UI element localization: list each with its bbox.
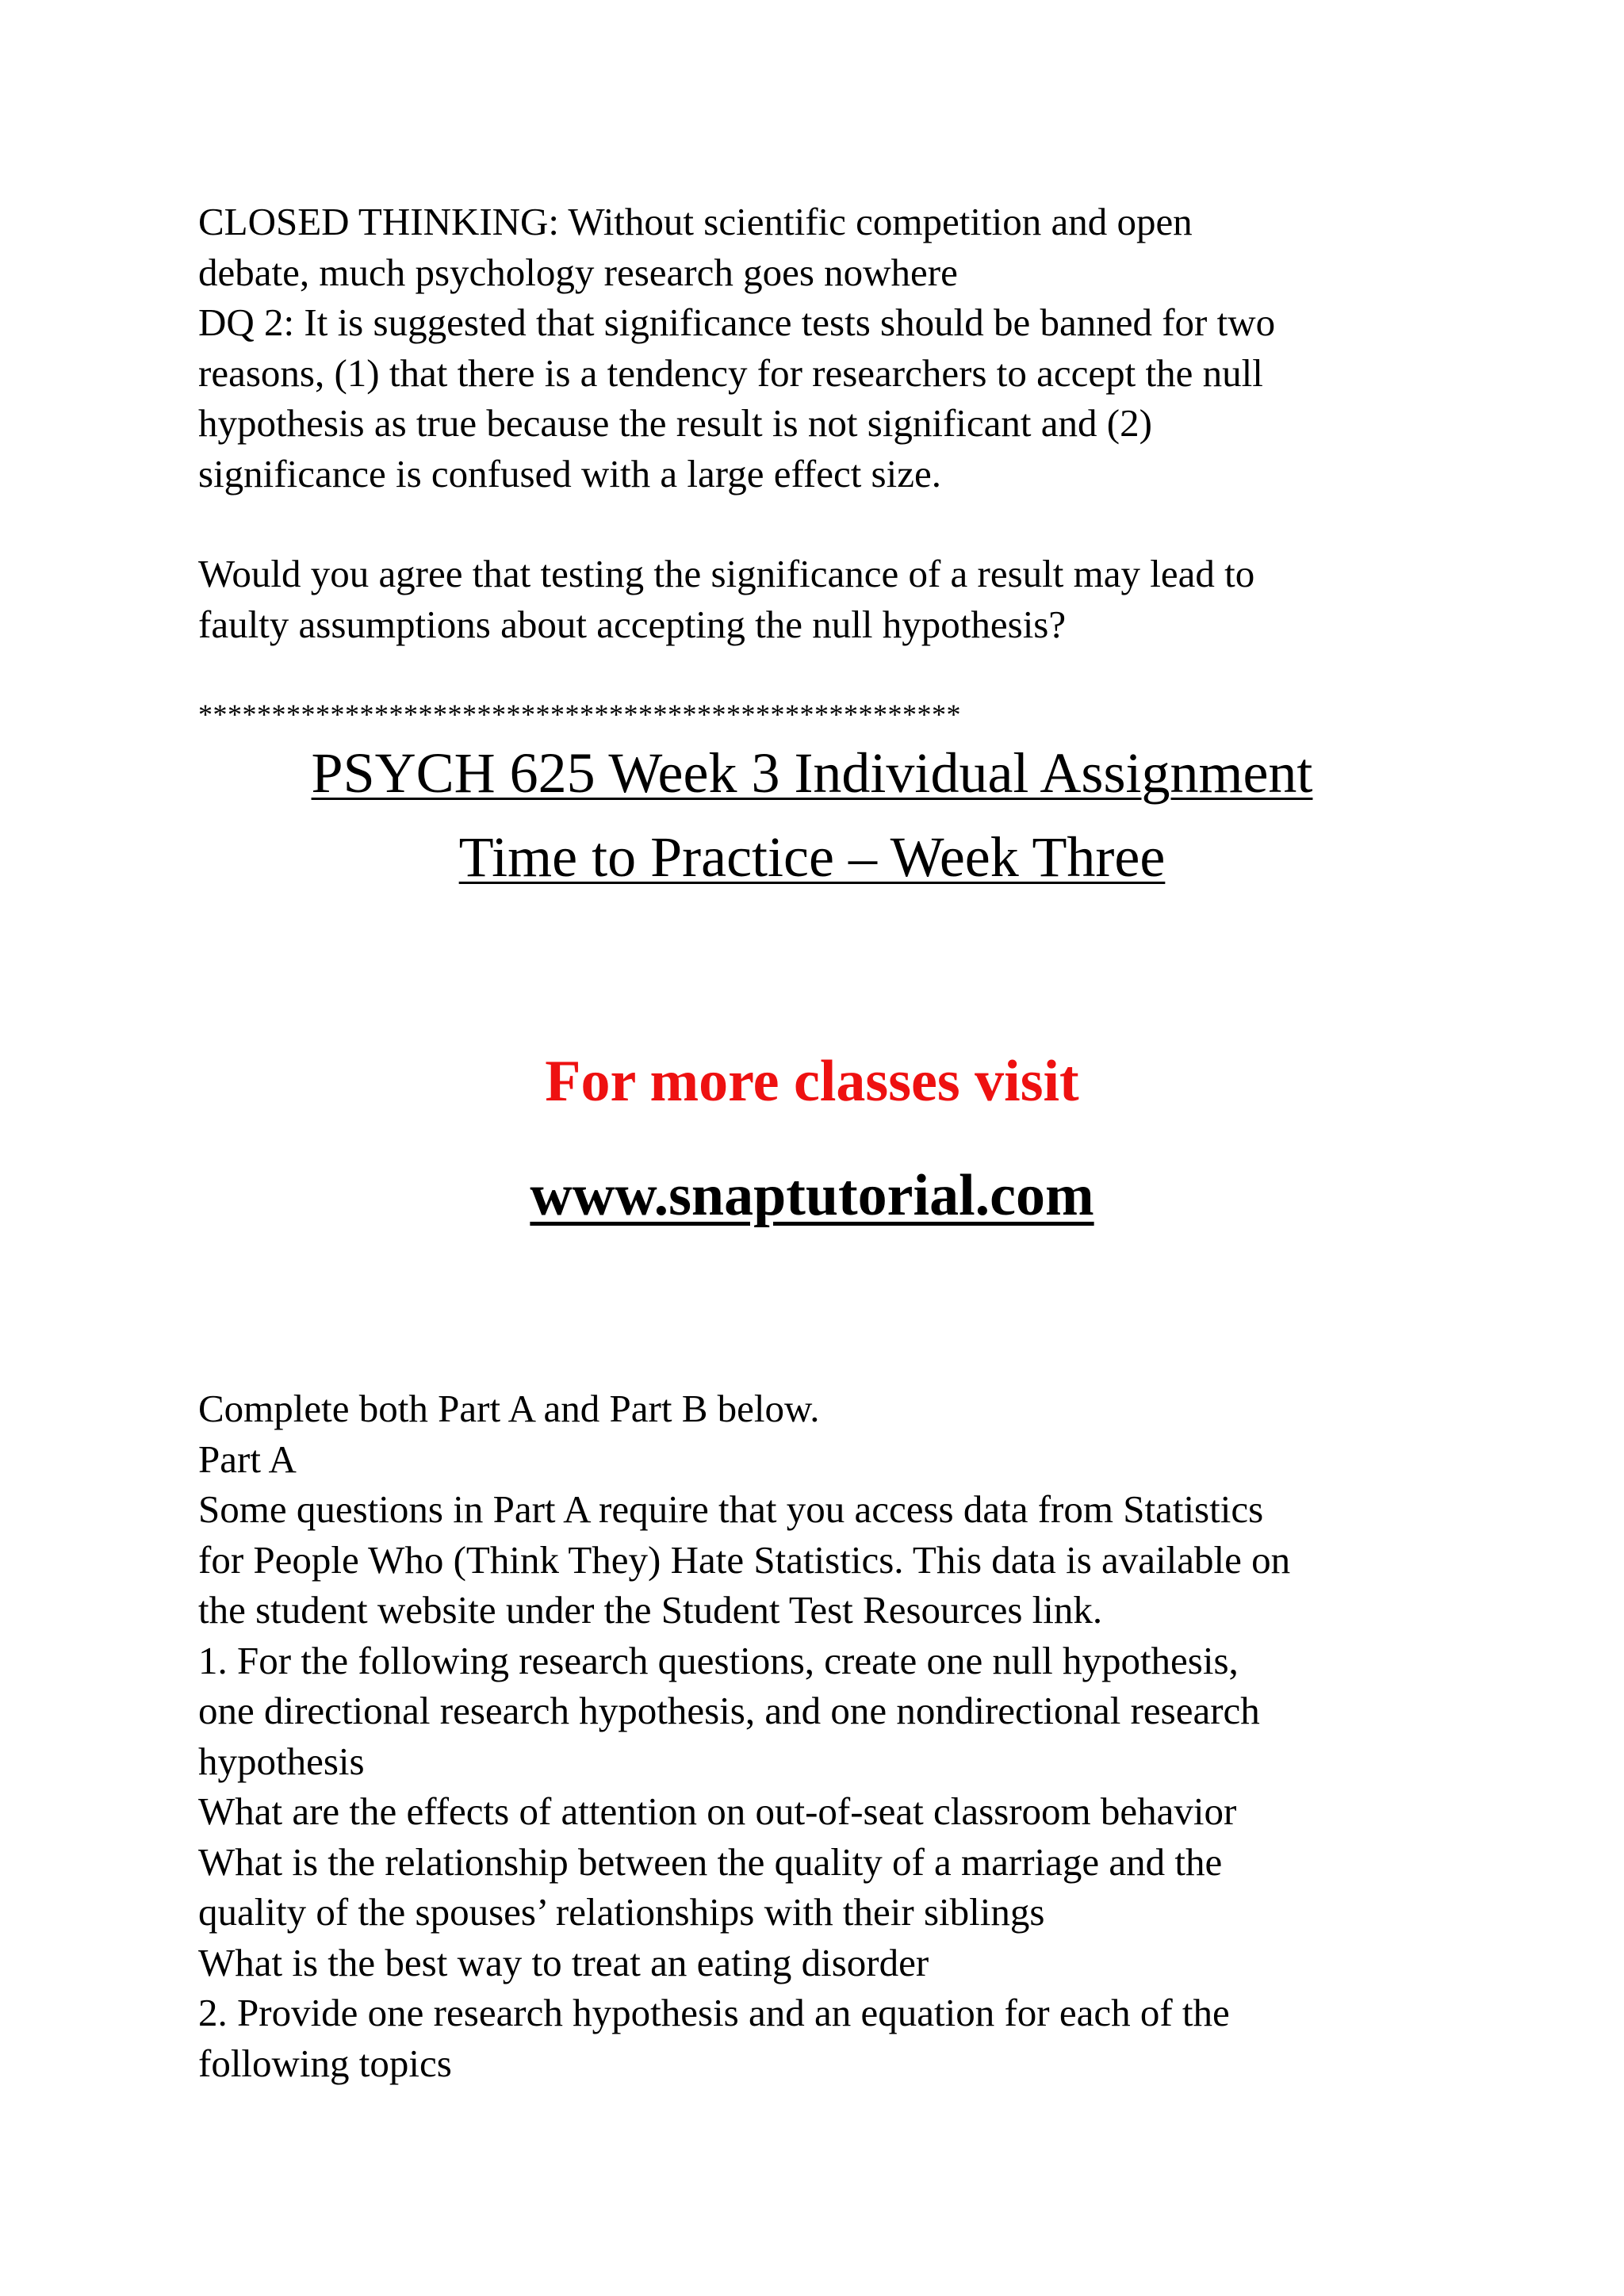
title-line-2: Time to Practice – Week Three — [458, 825, 1166, 889]
promo-link-wrapper — [0, 1162, 1624, 1230]
body-line: following topics — [198, 2041, 452, 2085]
body-line: Complete both Part A and Part B below. — [198, 1387, 820, 1430]
question-paragraph — [198, 549, 1435, 649]
intro-line: CLOSED THINKING: Without scientific competition and open — [198, 200, 1193, 243]
body-line: Some questions in Part A require that you access data from Statistics — [198, 1487, 1264, 1531]
body-line: the student website under the Student Test Resources link. — [198, 1588, 1103, 1632]
body-line: quality of the spouses’ relationships with their siblings — [198, 1890, 1045, 1934]
question-line: faulty assumptions about accepting the null hypothesis? — [198, 602, 1067, 646]
intro-paragraph — [198, 197, 1435, 499]
body-line: for People Who (Think They) Hate Statistics. This data is available on — [198, 1537, 1291, 1582]
body-line: 1. For the following research questions, create one null hypothesis, — [198, 1638, 1239, 1682]
separator-stars: **************************************************** — [198, 698, 961, 730]
intro-line: significance is confused with a large effect size. — [198, 451, 941, 496]
body-line: What are the effects of attention on out-of-seat classroom behavior — [198, 1789, 1237, 1833]
question-line: Would you agree that testing the significance of a result may lead to — [198, 552, 1255, 595]
body-line: hypothesis — [198, 1739, 365, 1783]
intro-line: hypothesis as true because the result is not significant and (2) — [198, 401, 1152, 445]
body-line: What is the relationship between the quality of a marriage and the — [198, 1839, 1223, 1884]
promo-text: For more classes visit — [545, 1049, 1079, 1114]
intro-line: DQ 2: It is suggested that significance tests should be banned for two — [198, 300, 1276, 344]
body-line: 2. Provide one research hypothesis and an equation for each of the — [198, 1991, 1230, 2034]
assignment-title — [0, 731, 1624, 899]
body-line: What is the best way to treat an eating disorder — [198, 1940, 929, 1984]
intro-line: debate, much psychology research goes nowhere — [198, 250, 958, 294]
body-line: one directional research hypothesis, and one nondirectional research — [198, 1689, 1260, 1732]
intro-line: reasons, (1) that there is a tendency for researchers to accept the null — [198, 350, 1263, 395]
body-line: Part A — [198, 1437, 297, 1481]
website-link[interactable]: www.snaptutorial.com — [530, 1163, 1094, 1228]
title-line-1: PSYCH 625 Week 3 Individual Assignment — [311, 741, 1313, 805]
body-paragraph — [198, 1383, 1435, 2088]
